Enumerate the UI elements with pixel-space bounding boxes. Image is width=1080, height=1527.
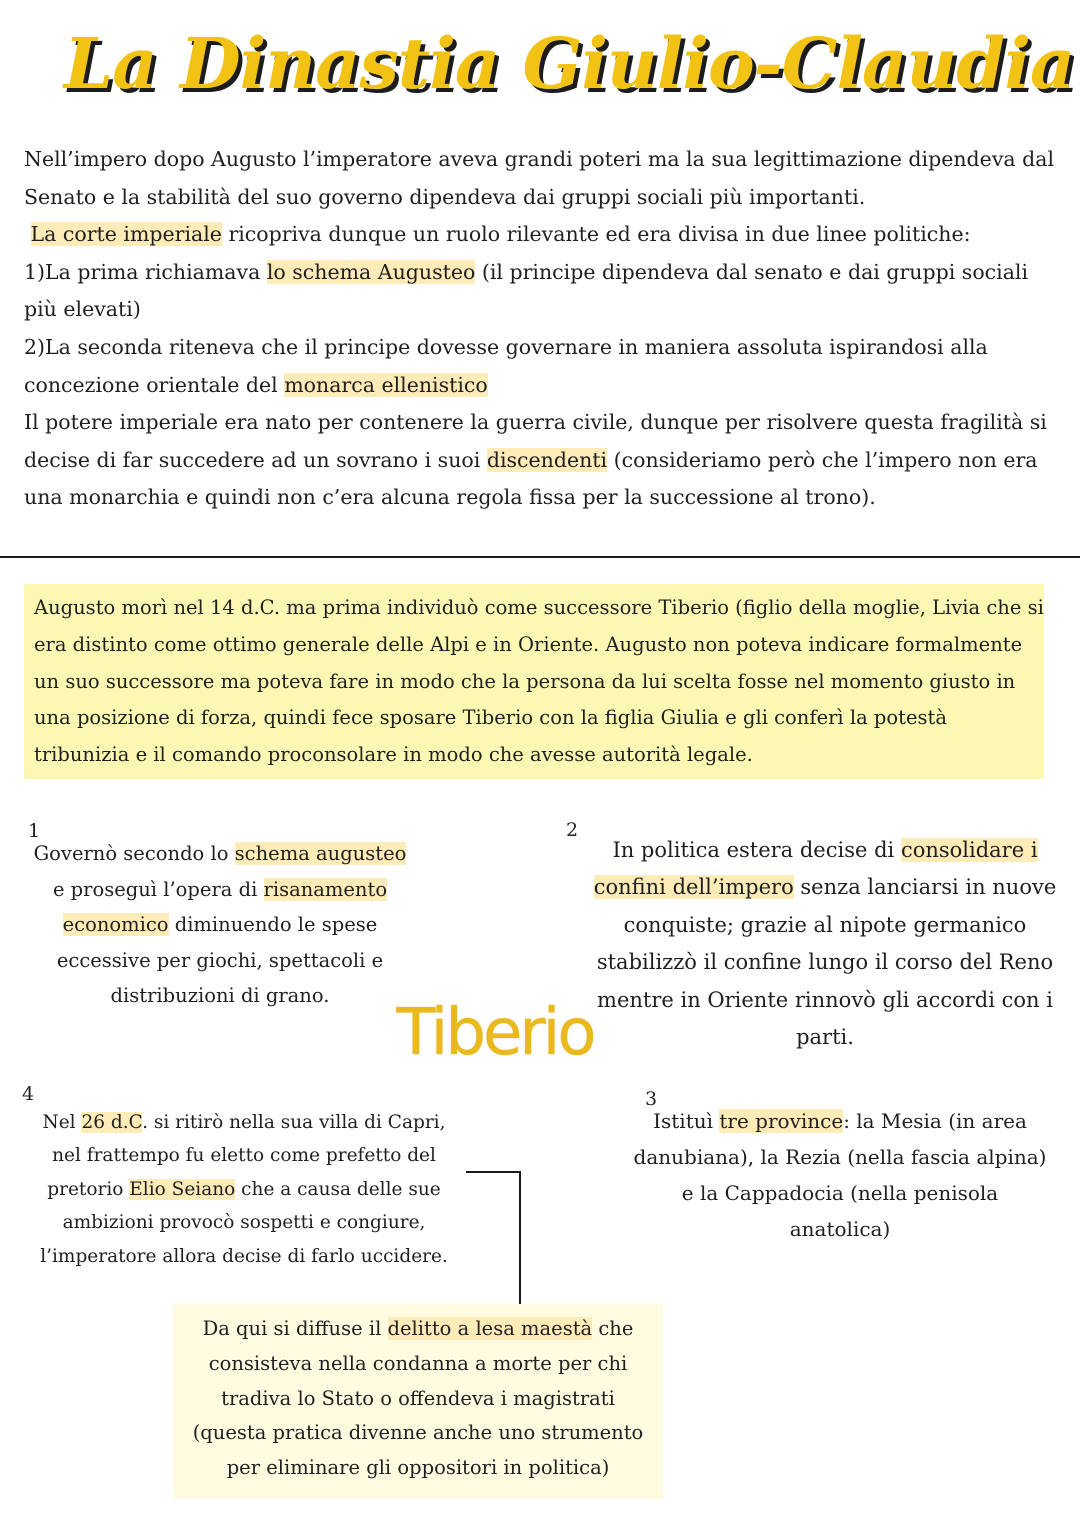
quadrant-number-4: 4 xyxy=(22,1083,35,1105)
highlight: La corte imperiale xyxy=(30,222,222,247)
quadrant-number-2: 2 xyxy=(566,819,579,841)
quadrant-2-text: In politica estera decise di consolidare i confini dell’impero senza lanciarsi in nuove conquiste; grazie al nipote germanico stabilizzò il confine lungo il corso del Reno mentre in Oriente rinnovò gli accordi con i parti. xyxy=(593,838,1057,1050)
quadrant-1-text: Governò secondo lo schema augusteo e proseguì l’opera di risanamento economico diminuendo le spese eccessive per giochi, spettacoli e distribuzioni di grano. xyxy=(33,842,407,1007)
quadrant-3-text: Istituì tre province: la Mesia (in area danubiana), la Rezia (nella fascia alpina) e la Cappadocia (nella penisola anatolica) xyxy=(633,1109,1047,1241)
augusto-succession-box xyxy=(24,584,1044,779)
highlight: risanamento economico xyxy=(62,877,388,936)
connector-line xyxy=(519,1171,521,1304)
highlight: 26 d.C xyxy=(81,1112,143,1133)
highlight: consolidare i confini dell’impero xyxy=(593,838,1038,900)
highlight: schema augusteo xyxy=(234,842,407,865)
center-title-tiberio: Tiberio xyxy=(396,996,594,1070)
section-divider xyxy=(0,556,1080,558)
quadrant-4-text: Nel 26 d.C. si ritirò nella sua villa di Capri, nel frattempo fu eletto come prefetto del pretorio Elio Seiano che a causa delle sue ambizioni provocò sospetti e congiure, l’imperatore allora decise di farlo uccidere. xyxy=(40,1112,448,1267)
highlight: tre province xyxy=(719,1109,844,1133)
highlight: monarca ellenistico xyxy=(284,372,488,397)
intro-paragraph: 1)La prima richiamava lo schema Augusteo (il principe dipendeva dal senato e dai gruppi sociali più elevati) xyxy=(24,259,1029,322)
augusto-text: Augusto morì nel 14 d.C. ma prima individuò come successore Tiberio (figlio della moglie, Livia che si era distinto come ottimo generale delle Alpi e in Oriente. Augusto non poteva indicare formalmente un suo successore ma poteva fare in modo che la persona da lui scelta fosse nel momento giusto in una posizione di forza, quindi fece sposare Tiberio con la figlia Giulia e gli conferì la potestà tribunizia e il comando proconsolare in modo che avesse autorità legale. xyxy=(34,596,1044,767)
quadrant-number-1: 1 xyxy=(28,820,41,842)
highlight: lo schema Augusteo xyxy=(266,259,476,284)
intro-text xyxy=(24,141,1064,517)
quadrant-number-3: 3 xyxy=(645,1088,658,1110)
highlight: delitto a lesa maestà xyxy=(387,1317,593,1340)
highlight: discendenti xyxy=(486,447,608,472)
page-title: La Dinastia Giulio-Claudia xyxy=(64,22,1075,105)
highlight: Elio Seiano xyxy=(129,1178,236,1200)
intro-paragraph: Il potere imperiale era nato per contenere la guerra civile, dunque per risolvere questa fragilità si decise di far succedere ad un sovrano i suoi discendenti (consideriamo però che l’impero non era una monarchia e quindi non c’era alcuna regola fissa per la successione al trono). xyxy=(24,410,1047,510)
connector-line xyxy=(466,1171,521,1173)
intro-paragraph: La corte imperiale ricopriva dunque un ruolo rilevante ed era divisa in due linee politiche: xyxy=(30,222,971,247)
lesa-maesta-box: Da qui si diffuse il delitto a lesa maestà che consisteva nella condanna a morte per chi tradiva lo Stato o offendeva i magistrati (questa pratica divenne anche uno strumento per eliminare gli oppositori in politica) xyxy=(173,1304,663,1499)
intro-paragraph: 2)La seconda riteneva che il principe dovesse governare in maniera assoluta ispirandosi alla concezione orientale del monarca ellenistico xyxy=(24,334,988,397)
intro-paragraph: Nell’impero dopo Augusto l’imperatore aveva grandi poteri ma la sua legittimazione dipendeva dal Senato e la stabilità del suo governo dipendeva dai gruppi sociali più importanti. xyxy=(24,147,1055,209)
